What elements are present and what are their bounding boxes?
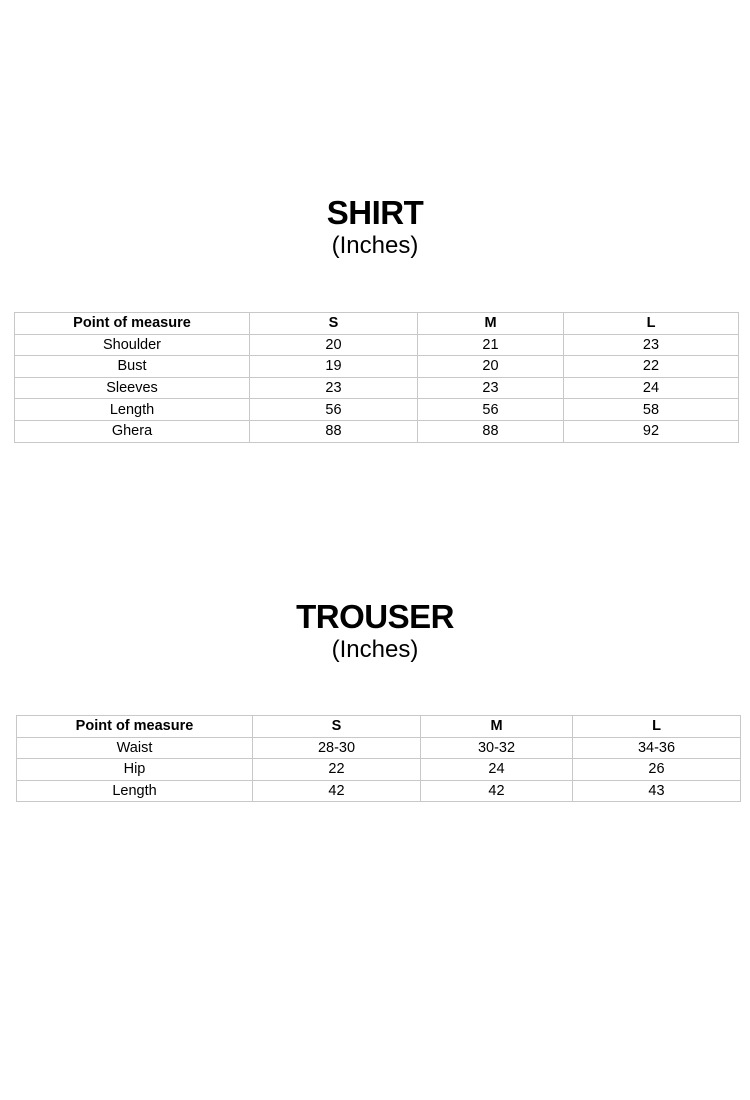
measure-name: Bust <box>15 356 250 378</box>
table-row <box>15 377 739 399</box>
header-size-m: M <box>421 716 573 738</box>
header-point-of-measure: Point of measure <box>15 313 250 335</box>
size-l-value: 22 <box>564 356 739 378</box>
size-l-value: 34-36 <box>573 737 741 759</box>
table-row <box>17 737 741 759</box>
measure-name: Sleeves <box>15 377 250 399</box>
header-size-s: S <box>253 716 421 738</box>
size-m-value: 42 <box>421 780 573 802</box>
shirt-size-table <box>14 312 739 443</box>
size-s-value: 19 <box>250 356 418 378</box>
size-s-value: 42 <box>253 780 421 802</box>
size-l-value: 26 <box>573 759 741 781</box>
size-m-value: 56 <box>418 399 564 421</box>
size-s-value: 20 <box>250 334 418 356</box>
header-size-m: M <box>418 313 564 335</box>
shirt-unit-label: (Inches) <box>331 232 419 259</box>
size-s-value: 56 <box>250 399 418 421</box>
size-m-value: 20 <box>418 356 564 378</box>
table-row <box>15 399 739 421</box>
size-l-value: 24 <box>564 377 739 399</box>
size-s-value: 88 <box>250 420 418 442</box>
measure-name: Length <box>15 399 250 421</box>
trouser-unit-label: (Inches) <box>331 636 419 663</box>
header-point-of-measure: Point of measure <box>17 716 253 738</box>
size-s-value: 23 <box>250 377 418 399</box>
measure-name: Length <box>17 780 253 802</box>
size-m-value: 23 <box>418 377 564 399</box>
table-header-row <box>15 313 739 335</box>
measure-name: Hip <box>17 759 253 781</box>
measure-name: Ghera <box>15 420 250 442</box>
size-m-value: 21 <box>418 334 564 356</box>
table-row <box>17 759 741 781</box>
header-size-l: L <box>564 313 739 335</box>
size-l-value: 58 <box>564 399 739 421</box>
size-l-value: 23 <box>564 334 739 356</box>
shirt-section-title: SHIRT <box>326 194 424 231</box>
size-l-value: 43 <box>573 780 741 802</box>
table-row <box>15 356 739 378</box>
measure-name: Waist <box>17 737 253 759</box>
size-l-value: 92 <box>564 420 739 442</box>
table-row <box>15 420 739 442</box>
size-s-value: 22 <box>253 759 421 781</box>
size-s-value: 28-30 <box>253 737 421 759</box>
trouser-size-table <box>16 715 741 802</box>
size-m-value: 88 <box>418 420 564 442</box>
table-row <box>17 780 741 802</box>
size-m-value: 24 <box>421 759 573 781</box>
table-header-row <box>17 716 741 738</box>
measure-name: Shoulder <box>15 334 250 356</box>
header-size-s: S <box>250 313 418 335</box>
trouser-section-title: TROUSER <box>296 598 454 635</box>
table-row <box>15 334 739 356</box>
header-size-l: L <box>573 716 741 738</box>
size-m-value: 30-32 <box>421 737 573 759</box>
